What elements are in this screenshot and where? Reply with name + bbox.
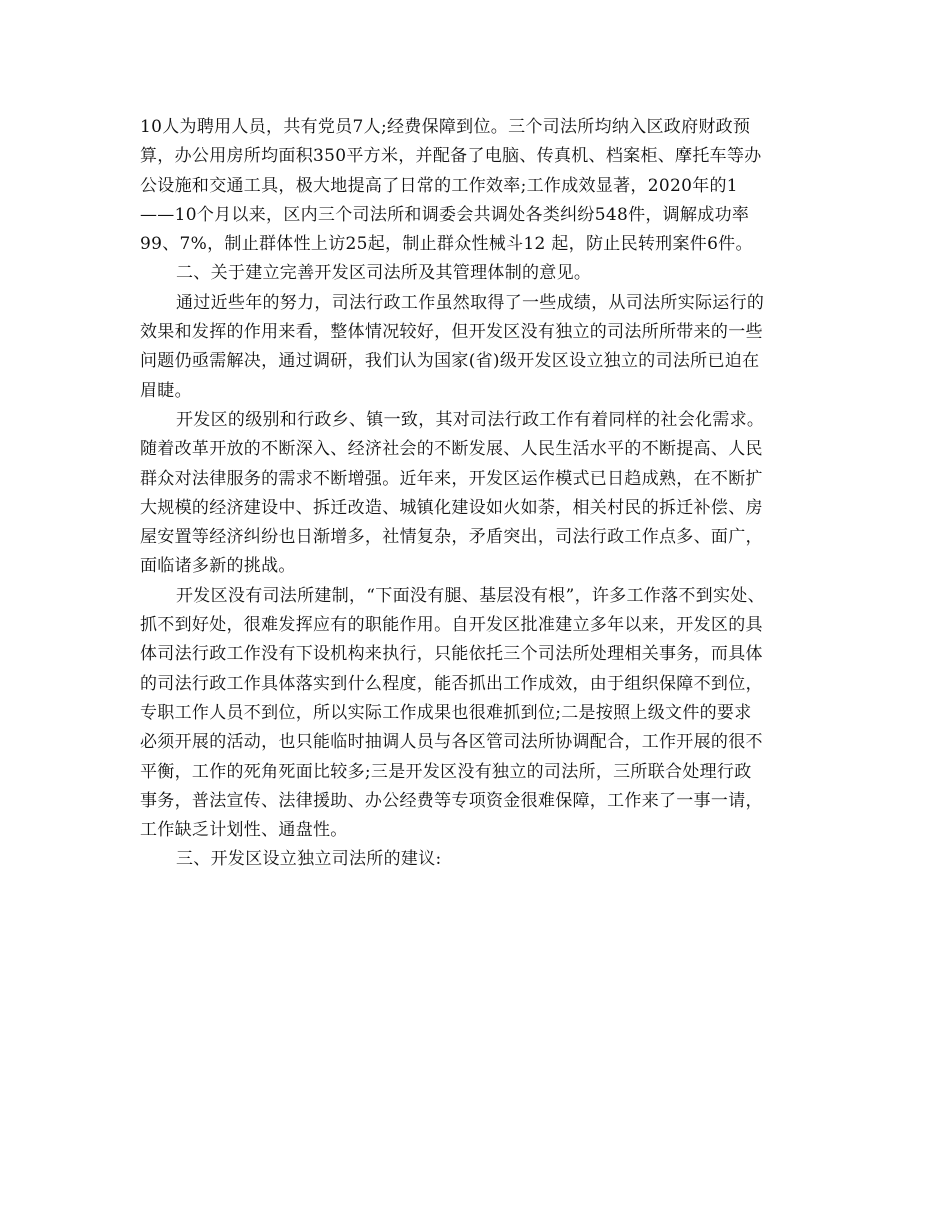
text-line: 事务，普法宣传、法律援助、办公经费等专项资金很难保障，工作来了一事一请， [140, 790, 763, 811]
text-line: 必须开展的活动，也只能临时抽调人员与各区管司法所协调配合，工作开展的很不 [140, 732, 763, 753]
text-line: 的司法行政工作具体落实到什么程度，能否抓出工作成效，由于组织保障不到位， [140, 673, 763, 694]
section-heading: 二、关于建立完善开发区司法所及其管理体制的意见。 [176, 263, 592, 284]
text-line: 面临诸多新的挑战。 [140, 556, 296, 577]
text-line: 效果和发挥的作用来看，整体情况较好，但开发区没有独立的司法所所带来的一些 [140, 322, 763, 343]
document-body [140, 113, 820, 875]
paragraph-start: 通过近些年的努力，司法行政工作虽然取得了一些成绩，从司法所实际运行的 [176, 292, 765, 313]
text-line: 随着改革开放的不断深入、经济社会的不断发展、人民生活水平的不断提高、人民 [140, 439, 763, 460]
text-line: 体司法行政工作没有下设机构来执行，只能依托三个司法所处理相关事务，而具体 [140, 644, 763, 665]
paragraph-start: 开发区没有司法所建制，“下面没有腿、基层没有根”，许多工作落不到实处、 [176, 585, 765, 606]
text-line: 算，办公用房所均面积350平方米，并配备了电脑、传真机、档案柜、摩托车等办 [140, 146, 762, 167]
text-line: 专职工作人员不到位，所以实际工作成果也很难抓到位;二是按照上级文件的要求 [140, 702, 752, 723]
text-line: 大规模的经济建设中、拆迁改造、城镇化建设如火如荼，相关村民的拆迁补偿、房 [140, 497, 763, 518]
text-line: 眉睫。 [140, 380, 192, 401]
text-line: 公设施和交通工具，极大地提高了日常的工作效率;工作成效显著，2020年的1 [140, 175, 738, 196]
text-line: ——10个月以来，区内三个司法所和调委会共调处各类纠纷548件，调解成功率 [140, 204, 750, 225]
paragraph-start: 开发区的级别和行政乡、镇一致，其对司法行政工作有着同样的社会化需求。 [176, 409, 765, 430]
text-line: 屋安置等经济纠纷也日渐增多，社情复杂，矛盾突出，司法行政工作点多、面广， [140, 527, 763, 548]
text-line: 10人为聘用人员，共有党员7人;经费保障到位。三个司法所均纳入区政府财政预 [140, 117, 751, 137]
text-line: 群众对法律服务的需求不断增强。近年来，开发区运作模式已日趋成熟，在不断扩 [140, 468, 763, 489]
text-line: 问题仍亟需解决，通过调研，我们认为国家(省)级开发区设立独立的司法所已迫在 [140, 351, 760, 372]
section-heading: 三、开发区设立独立司法所的建议: [176, 849, 442, 870]
text-line: 99、7%，制止群体性上访25起，制止群众性械斗12 起，防止民转刑案件6件。 [140, 234, 753, 255]
text-line: 平衡，工作的死角死面比较多;三是开发区没有独立的司法所，三所联合处理行政 [140, 761, 752, 782]
text-line: 工作缺乏计划性、通盘性。 [140, 820, 348, 841]
text-line: 抓不到好处，很难发挥应有的职能作用。自开发区批准建立多年以来，开发区的具 [140, 615, 763, 636]
